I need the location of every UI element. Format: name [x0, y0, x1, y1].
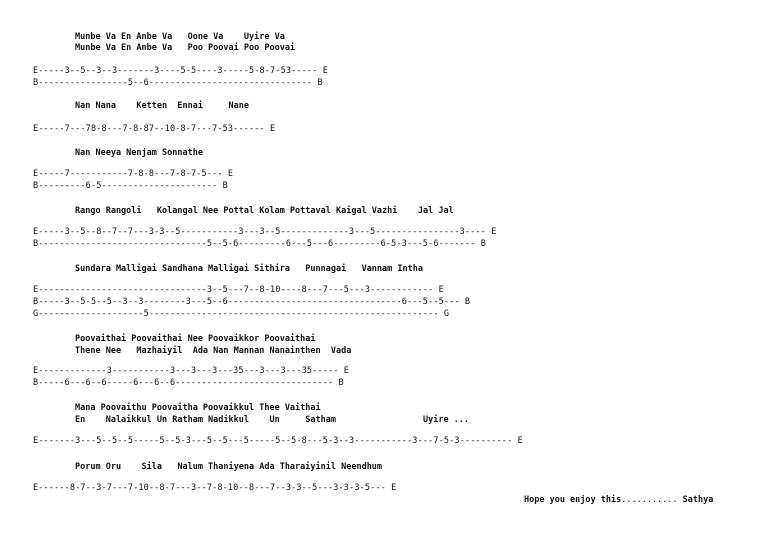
- signature-name: Sathya: [677, 495, 714, 505]
- tab-line: E-----3--5--8--7--7---3-3--5-----------3---3--5-------------3---5----------------3---- E: [33, 227, 497, 237]
- lyric-line: Munbe Va En Anbe Va Oone Va Uyire Va: [75, 32, 285, 42]
- tab-line: B-----------------5--6------------------------------- B: [33, 78, 323, 88]
- lyric-line: Poovaithai Poovaithai Nee Poovaikkor Poovaithai: [75, 334, 316, 344]
- tab-line: E-----7---78-8---7-8-87--10-8-7---7-53------ E: [33, 124, 276, 134]
- signature: [524, 495, 713, 506]
- lyric-line: Thene Nee Mazhaiyil Ada Nan Mannan Nanainthen Vada: [75, 346, 352, 356]
- tab-line: E--------------------------------3--5---7--8-10----8---7---5---3------------ E: [33, 285, 444, 295]
- lyric-line: Nan Neeya Nenjam Sonnathe: [75, 148, 203, 158]
- tab-line: B---------6-5---------------------- B: [33, 181, 228, 191]
- lyric-line: En Nalaikkul Un Ratham Nadikkul Un Satham Uyire ...: [75, 415, 470, 425]
- signature-text: Hope you enjoy this: [524, 495, 622, 505]
- signature-dots: ...........: [621, 495, 678, 505]
- tab-line: G--------------------5------------------------------------------------------- G: [33, 309, 450, 319]
- lyric-line: Nan Nana Ketten Ennai Nane: [75, 101, 249, 111]
- lyric-line: Munbe Va En Anbe Va Poo Poovai Poo Poovai: [75, 43, 296, 53]
- tab-line: E------8-7--3-7---7-10--8-7---3--7-8-10--8---7--3-3--5---3-3-3-5--- E: [33, 483, 397, 493]
- lyric-line: Mana Poovaithu Poovaitha Poovaikkul Thee Vaithai: [75, 403, 321, 413]
- tab-line: B--------------------------------5--5-6---------6---5---6---------6-5-3---5-6------- B: [33, 239, 486, 249]
- tab-line: E-------------3-----------3---3---3---35---3---3---35----- E: [33, 366, 350, 376]
- lyric-line: Porum Oru Sila Nalum Thaniyena Ada Tharaiyinil Neendhum: [75, 462, 383, 472]
- tab-line: B-----6---6--6-----6---6--6------------------------------ B: [33, 378, 344, 388]
- lyric-line: Rango Rangoli Kolangal Nee Pottal Kolam Pottaval Kaigal Vazhi Jal Jal: [75, 206, 454, 216]
- tab-line: B-----3--5-5--5--3--3--------3---5--6---------------------------------6---5--5--- B: [33, 297, 471, 307]
- tab-line: E-------3---5--5--5-----5--5-3---5--5---5-----5--5-8---5-3--3-----------3---7-5-3---------- E: [33, 436, 523, 446]
- tab-line: E-----3--5--3--3-------3----5-5----3-----5-8-7-53----- E: [33, 66, 328, 76]
- lyric-line: Sundara Malligai Sandhana Malligai Sithira Punnagai Vannam Intha: [75, 264, 423, 274]
- tab-line: E-----7-----------7-8-8---7-8-7-5--- E: [33, 169, 234, 179]
